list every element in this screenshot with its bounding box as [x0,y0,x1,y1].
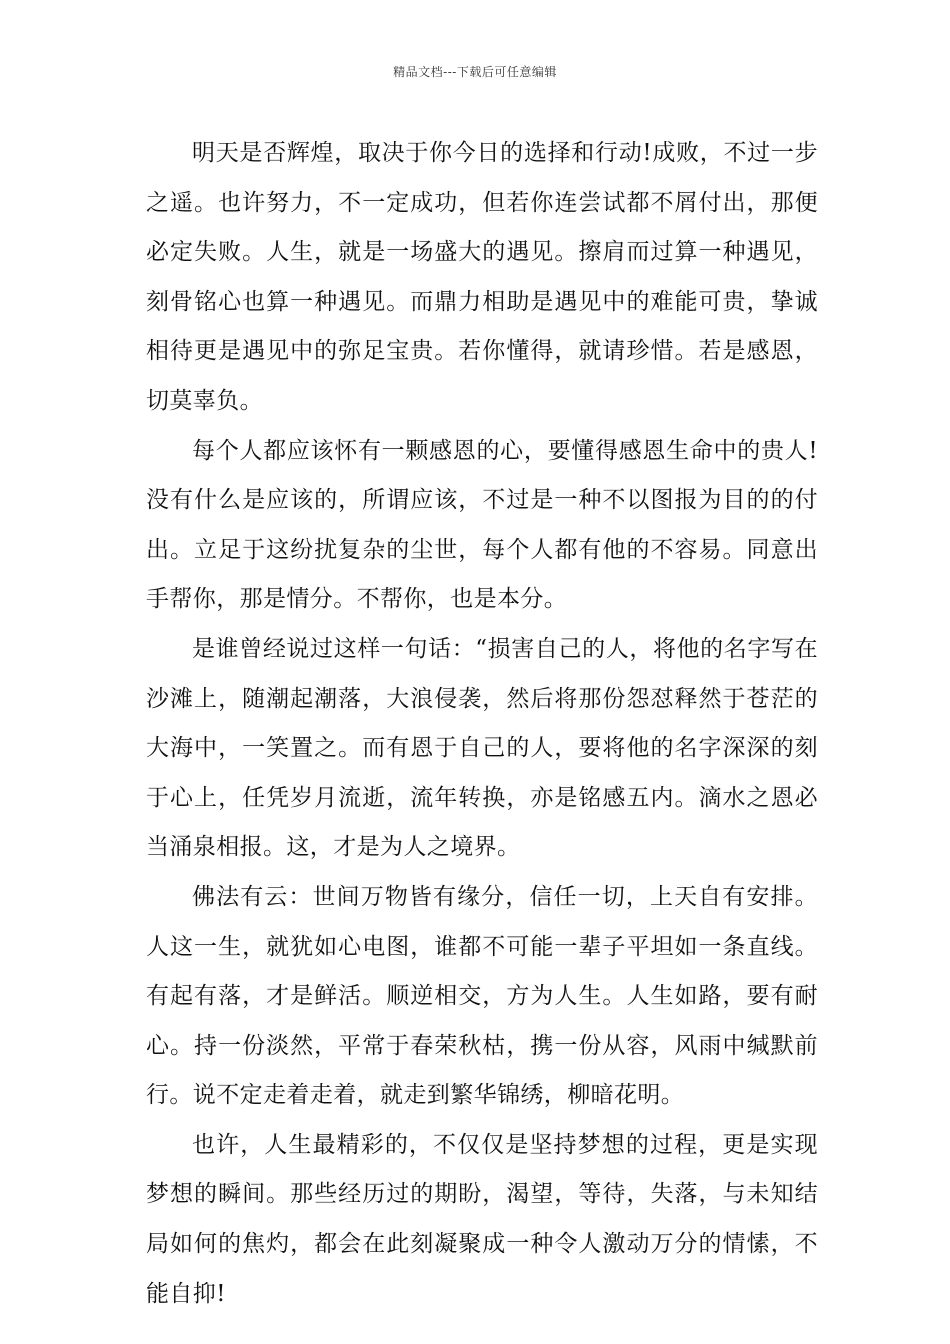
paragraph: 明天是否辉煌，取决于你今日的选择和行动!成败，不过一步之遥。也许努力，不一定成功，但若你连尝试都不屑付出，那便必定失败。人生，就是一场盛大的遇见。擦肩而过算一种遇见，刻骨铭心也算一种遇见。而鼎力相助是遇见中的难能可贵，挚诚相待更是遇见中的弥足宝贵。若你懂得，就请珍惜。若是感恩，切莫辜负。 [146,140,818,414]
page-header: 精品文档---下载后可任意编辑 [393,65,557,79]
paragraph: 也许，人生最精彩的，不仅仅是坚持梦想的过程，更是实现梦想的瞬间。那些经历过的期盼，渴望，等待，失落，与未知结局如何的焦灼，都会在此刻凝聚成一种令人激动万分的情愫，不能自抑! [146,1131,818,1307]
paragraph: 佛法有云：世间万物皆有缘分，信任一切，上天自有安排。人这一生，就犹如心电图，谁都不可能一辈子平坦如一条直线。有起有落，才是鲜活。顺逆相交，方为人生。人生如路，要有耐心。持一份淡然，平常于春荣秋枯，携一份从容，风雨中缄默前行。说不定走着走着，就走到繁华锦绣，柳暗花明。 [146,883,818,1109]
paragraph: 是谁曾经说过这样一句话：“损害自己的人，将他的名字写在沙滩上，随潮起潮落，大浪侵袭，然后将那份怨怼释然于苍茫的大海中，一笑置之。而有恩于自己的人，要将他的名字深深的刻于心上，任凭岁月流逝，流年转换，亦是铭感五内。滴水之恩必当涌泉相报。这，才是为人之境界。 [146,635,818,861]
paragraph: 每个人都应该怀有一颗感恩的心，要懂得感恩生命中的贵人!没有什么是应该的，所谓应该，不过是一种不以图报为目的的付出。立足于这纷扰复杂的尘世，每个人都有他的不容易。同意出手帮你，那是情分。不帮你，也是本分。 [146,437,818,613]
document-body [146,129,818,1319]
